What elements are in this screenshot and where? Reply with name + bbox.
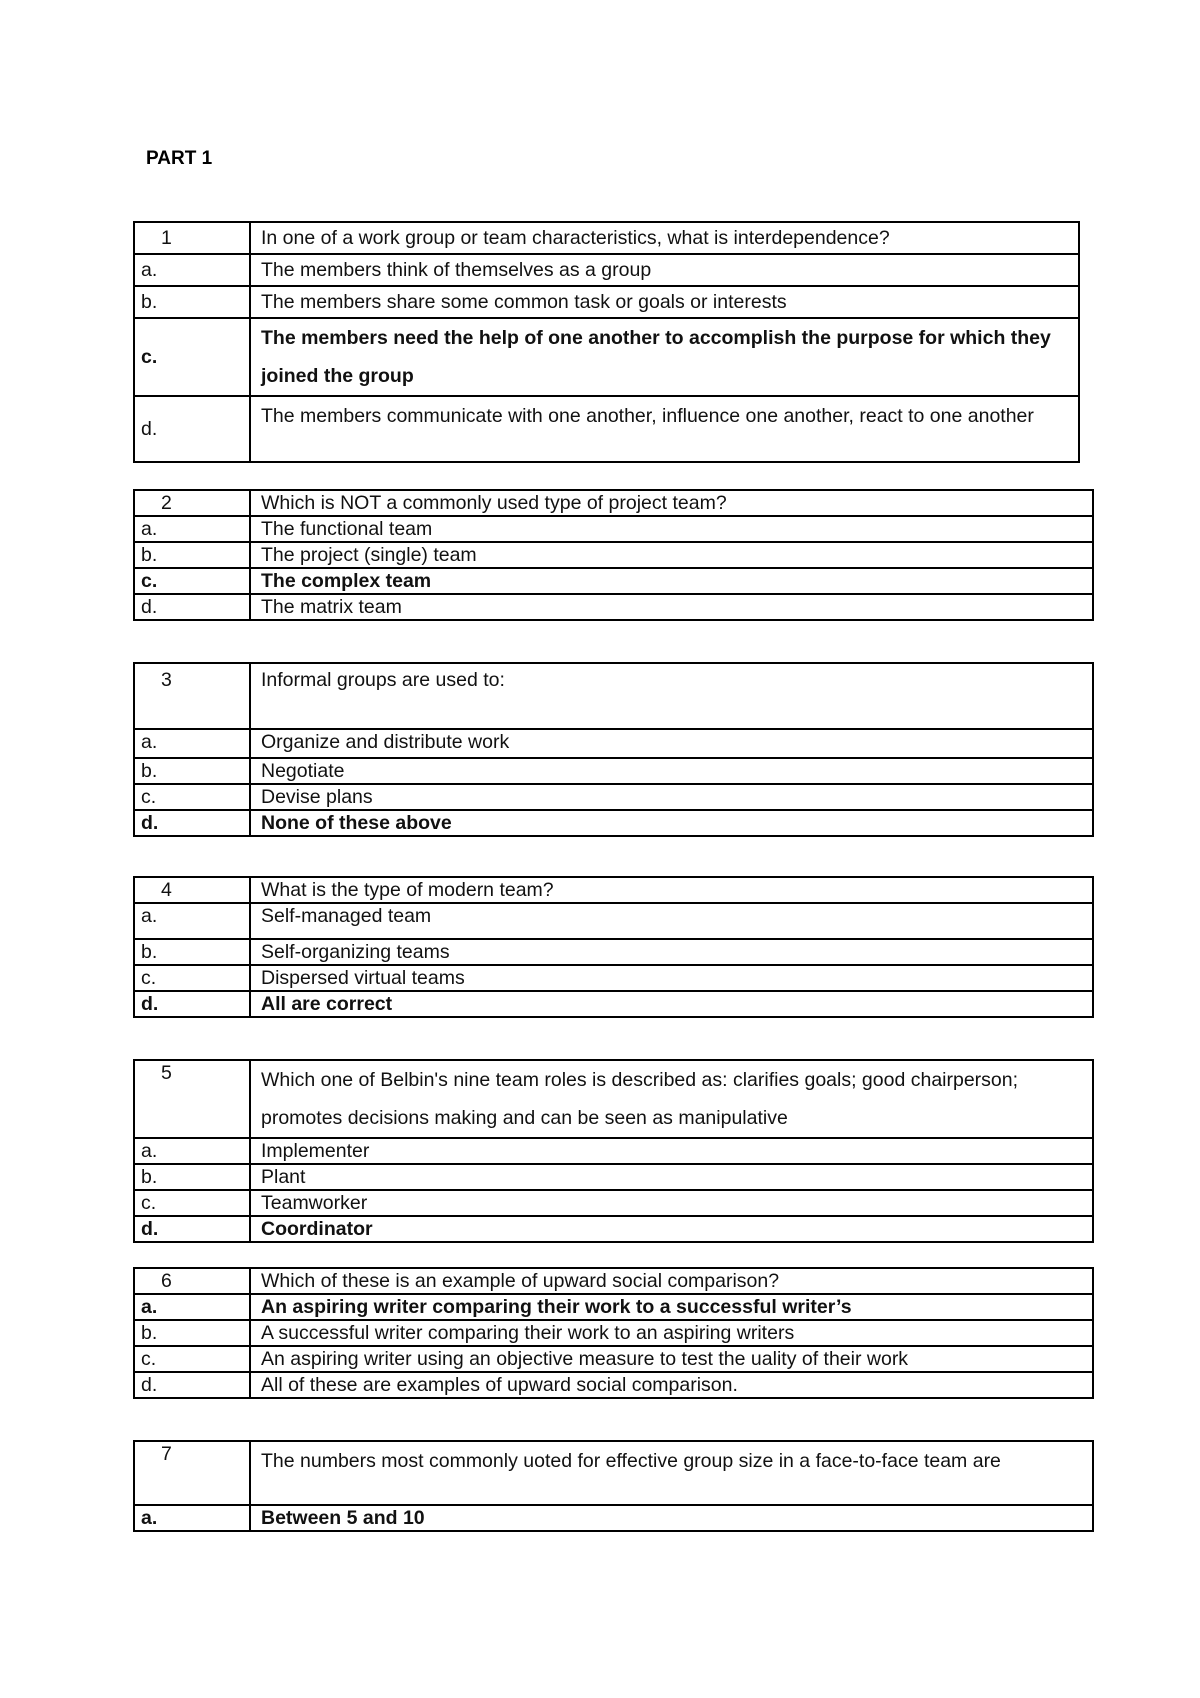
option-letter: d. — [134, 1372, 250, 1398]
option-letter: d. — [134, 594, 250, 620]
option-text: None of these above — [250, 810, 1093, 836]
option-letter: d. — [134, 1216, 250, 1242]
option-letter: c. — [134, 568, 250, 594]
option-text: Dispersed virtual teams — [250, 965, 1093, 991]
option-letter: d. — [134, 810, 250, 836]
option-letter: c. — [134, 1190, 250, 1216]
option-text: The project (single) team — [250, 542, 1093, 568]
option-text: Self-managed team — [250, 903, 1093, 939]
option-row — [134, 1164, 1093, 1190]
option-row — [134, 396, 1079, 462]
question-number: 4 — [134, 877, 250, 903]
option-row-correct — [134, 318, 1079, 396]
option-row-correct — [134, 1216, 1093, 1242]
option-text: Coordinator — [250, 1216, 1093, 1242]
option-row — [134, 939, 1093, 965]
option-row-correct — [134, 991, 1093, 1017]
option-text: The complex team — [250, 568, 1093, 594]
question-row — [134, 222, 1079, 254]
option-row — [134, 1190, 1093, 1216]
question-row — [134, 663, 1093, 729]
option-text: Between 5 and 10 — [250, 1505, 1093, 1531]
option-text: The matrix team — [250, 594, 1093, 620]
option-row — [134, 594, 1093, 620]
option-text: The members think of themselves as a group — [250, 254, 1079, 286]
question-number: 5 — [134, 1060, 250, 1138]
question-table — [133, 1440, 1094, 1532]
option-letter: b. — [134, 286, 250, 318]
question-row — [134, 877, 1093, 903]
question-number: 7 — [134, 1441, 250, 1505]
question-table — [133, 1059, 1094, 1243]
question-number: 1 — [134, 222, 250, 254]
option-text: Self-organizing teams — [250, 939, 1093, 965]
question-text: Which one of Belbin's nine team roles is described as: clarifies goals; good chairperson; promotes decisions making and can be seen as manipulative — [250, 1060, 1093, 1138]
option-row — [134, 542, 1093, 568]
question-row — [134, 1060, 1093, 1138]
question-text: The numbers most commonly uoted for effective group size in a face-to-face team are — [250, 1441, 1093, 1505]
question-text: Which is NOT a commonly used type of project team? — [250, 490, 1093, 516]
question-number: 2 — [134, 490, 250, 516]
option-row-correct — [134, 810, 1093, 836]
option-letter: d. — [134, 991, 250, 1017]
question-table — [133, 221, 1080, 463]
option-letter: c. — [134, 784, 250, 810]
option-row — [134, 965, 1093, 991]
option-letter: b. — [134, 1320, 250, 1346]
question-number: 3 — [134, 663, 250, 729]
option-row — [134, 903, 1093, 939]
option-row — [134, 1372, 1093, 1398]
option-text: An aspiring writer comparing their work to a successful writer’s — [250, 1294, 1093, 1320]
option-text: Organize and distribute work — [250, 729, 1093, 758]
option-letter: b. — [134, 758, 250, 784]
option-row — [134, 286, 1079, 318]
option-row-correct — [134, 568, 1093, 594]
option-text: All of these are examples of upward social comparison. — [250, 1372, 1093, 1398]
option-letter: a. — [134, 1294, 250, 1320]
question-row — [134, 1268, 1093, 1294]
option-text: Negotiate — [250, 758, 1093, 784]
option-letter: a. — [134, 516, 250, 542]
option-text: Implementer — [250, 1138, 1093, 1164]
option-text: An aspiring writer using an objective measure to test the uality of their work — [250, 1346, 1093, 1372]
option-letter: b. — [134, 939, 250, 965]
option-text: A successful writer comparing their work to an aspiring writers — [250, 1320, 1093, 1346]
option-row — [134, 1346, 1093, 1372]
option-text: The members need the help of one another to accomplish the purpose for which they joined the group — [250, 318, 1079, 396]
question-table — [133, 489, 1094, 621]
option-row — [134, 758, 1093, 784]
option-text: The members communicate with one another, influence one another, react to one another — [250, 396, 1079, 462]
option-row — [134, 729, 1093, 758]
option-letter: d. — [134, 396, 250, 462]
option-letter: b. — [134, 1164, 250, 1190]
question-text: Which of these is an example of upward social comparison? — [250, 1268, 1093, 1294]
option-letter: b. — [134, 542, 250, 568]
option-text: All are correct — [250, 991, 1093, 1017]
option-letter: c. — [134, 1346, 250, 1372]
option-text: The members share some common task or goals or interests — [250, 286, 1079, 318]
option-row — [134, 254, 1079, 286]
page-heading: PART 1 — [146, 148, 213, 169]
option-letter: a. — [134, 1138, 250, 1164]
question-table — [133, 662, 1094, 837]
option-letter: a. — [134, 903, 250, 939]
option-row — [134, 1138, 1093, 1164]
option-row-correct — [134, 1294, 1093, 1320]
option-text: The functional team — [250, 516, 1093, 542]
question-table — [133, 1267, 1094, 1399]
option-row — [134, 516, 1093, 542]
question-table — [133, 876, 1094, 1018]
option-row — [134, 784, 1093, 810]
option-letter: a. — [134, 729, 250, 758]
question-text: Informal groups are used to: — [250, 663, 1093, 729]
option-letter: c. — [134, 318, 250, 396]
option-text: Teamworker — [250, 1190, 1093, 1216]
option-letter: a. — [134, 1505, 250, 1531]
option-text: Devise plans — [250, 784, 1093, 810]
question-row — [134, 1441, 1093, 1505]
question-text: In one of a work group or team characteristics, what is interdependence? — [250, 222, 1079, 254]
option-letter: c. — [134, 965, 250, 991]
question-text: What is the type of modern team? — [250, 877, 1093, 903]
option-row — [134, 1320, 1093, 1346]
option-letter: a. — [134, 254, 250, 286]
option-row-correct — [134, 1505, 1093, 1531]
question-number: 6 — [134, 1268, 250, 1294]
question-row — [134, 490, 1093, 516]
option-text: Plant — [250, 1164, 1093, 1190]
